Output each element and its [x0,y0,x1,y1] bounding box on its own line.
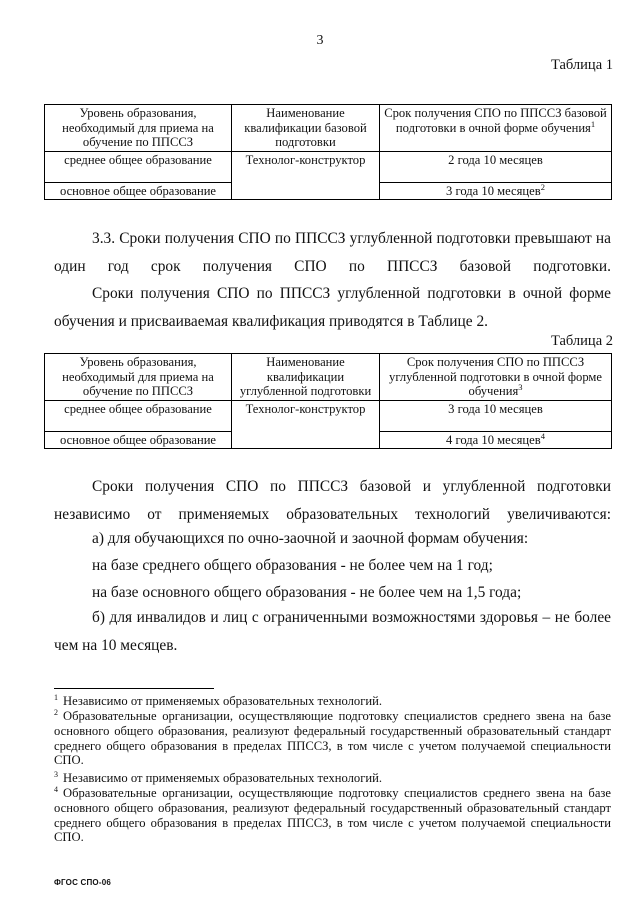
table-2-header-row [45,354,612,401]
footnote-text: Независимо от применяемых образовательных технологий. [63,771,383,785]
table-2-header-term [380,354,612,401]
term-value: 2 года 10 месяцев [448,152,543,167]
table-1-term-cell [380,182,612,200]
table-1-caption: Таблица 1 [550,57,613,73]
item-a: а) для обучающихся по очно-заочной и заочной формам обучения: [92,530,529,547]
table-2-level-cell: основное общее образование [45,431,232,449]
table-1-header-row [45,105,612,152]
table-2-caption: Таблица 2 [550,333,613,349]
footnote-text: Независимо от применяемых образовательных технологий. [63,694,383,708]
term-value: 4 года 10 месяцев [446,432,541,447]
table-row [45,400,612,431]
table-2 [44,353,612,449]
table-2-header-level: Уровень образования, необходимый для приема на обучение по ППССЗ [45,354,232,401]
table-1-level-cell: среднее общее образование [45,151,232,182]
table-1-term-cell [380,151,612,182]
paragraph-3-3: 3.3. Сроки получения СПО по ППССЗ углубленной подготовки превышают на один год срок получения СПО по ППССЗ базовой подготовки. [54,230,611,275]
footnote-text: Образовательные организации, осуществляющие подготовку специалистов среднего звена на базе основного общего образования, реализуют федеральный государственный образовательный стандарт среднего общего образования в пределах ППССЗ, в том числе с учетом получаемой специальности СПО. [54,786,611,845]
footnote-ref: 2 [540,181,545,192]
paragraph-terms-increase: Сроки получения СПО по ППССЗ базовой и углубленной подготовки независимо от применяемых образовательных технологий увеличиваются: [54,478,611,523]
footnote-mark: 4 [54,785,58,794]
footnote-ref: 1 [590,118,596,129]
table-2-header-term-text: Срок получения СПО по ППССЗ углубленной подготовки в очной форме обучения [389,355,602,398]
table-1-header-term-text: Срок получения СПО по ППССЗ базовой подготовки в очной форме обучения [384,106,607,135]
paragraph-table-2-intro: Сроки получения СПО по ППССЗ углубленной подготовки в очной форме обучения и присваиваемая квалификация приводятся в Таблице 2. [54,285,611,330]
item-a-2: на базе основного общего образования - не более чем на 1,5 года; [92,584,522,601]
footnote-2 [54,709,611,768]
table-2-term-cell [380,400,612,431]
table-1-level-cell: основное общее образование [45,182,232,200]
item-b: б) для инвалидов и лиц с ограниченными возможностями здоровья – не более чем на 10 месяцев. [54,609,611,654]
footnote-text: Образовательные организации, осуществляющие подготовку специалистов среднего звена на базе основного общего образования, реализуют федеральный государственный образовательный стандарт среднего общего образования в пределах ППССЗ, в том числе с учетом получаемой специальности СПО. [54,709,611,768]
table-1-header-term [380,105,612,152]
footnote-divider [54,688,214,689]
table-1-header-qualification: Наименование квалификации базовой подготовки [232,105,380,152]
footnote-ref: 4 [540,430,545,441]
footnote-mark: 3 [54,770,58,779]
table-2-header-qualification: Наименование квалификации углубленной подготовки [232,354,380,401]
table-1 [44,104,612,200]
term-value: 3 года 10 месяцев [446,183,541,198]
table-1-header-level: Уровень образования, необходимый для приема на обучение по ППССЗ [45,105,232,152]
term-value: 3 года 10 месяцев [448,401,543,416]
footnote-mark: 1 [54,693,58,702]
table-1-qualification-cell: Технолог-конструктор [232,151,380,200]
table-row [45,151,612,182]
table-2-qualification-cell: Технолог-конструктор [232,400,380,449]
table-2-level-cell: среднее общее образование [45,400,232,431]
footnote-mark: 2 [54,708,58,717]
table-2-term-cell [380,431,612,449]
footnote-1 [54,694,611,709]
document-footer: ФГОС СПО-06 [54,878,111,887]
footnote-3 [54,771,611,786]
item-a-1: на базе среднего общего образования - не более чем на 1 год; [92,557,493,574]
footnote-ref: 3 [518,382,523,392]
page-number: 3 [316,33,324,48]
footnote-4 [54,786,611,845]
